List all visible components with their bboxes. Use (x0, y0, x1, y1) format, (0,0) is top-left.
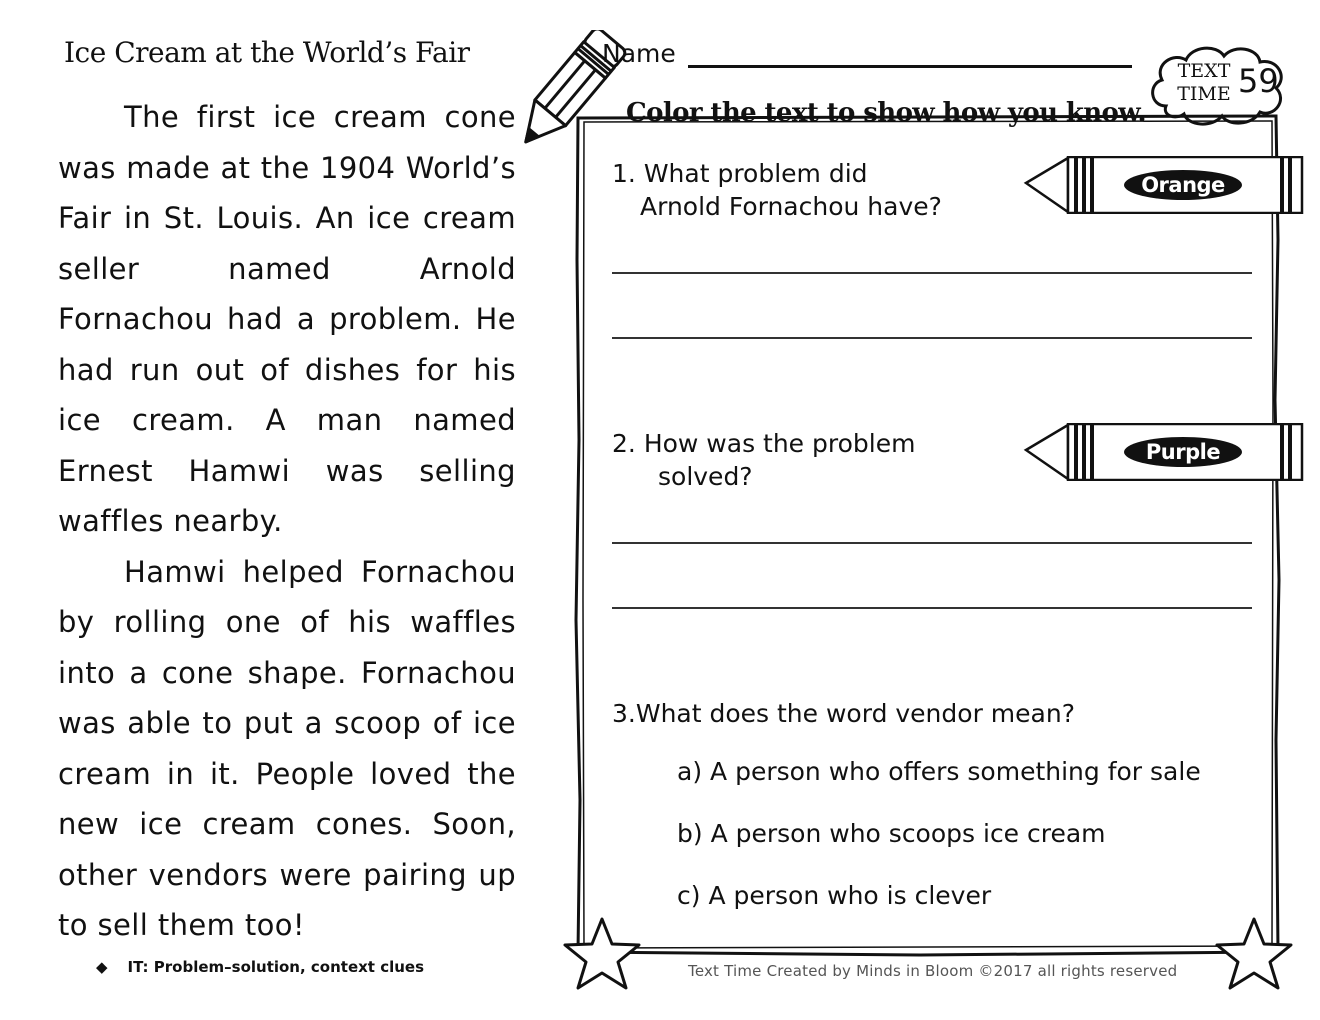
story-text (58, 92, 516, 951)
question-text: How was the problem (643, 429, 916, 458)
question-1 (612, 157, 942, 223)
answer-choices (677, 757, 1201, 943)
question-2 (612, 427, 915, 493)
story-paragraph-1: The first ice cream cone was made at the 1904 World’s Fair in St. Louis. An ice cream seller named Arnold Fornachou had a problem. He had run out of dishes for his ice cream. A man named Ernest Hamwi was selling waffles nearby. (58, 100, 516, 538)
badge-number: 59 (1238, 62, 1279, 100)
diamond-bullet-icon: ◆ (96, 958, 108, 976)
question-text-line2: solved? (658, 462, 753, 491)
story-title: Ice Cream at the World’s Fair (64, 36, 470, 69)
choice-c[interactable]: c) A person who is clever (677, 881, 992, 910)
crayon-label-orange: Orange (1124, 170, 1242, 200)
badge-label: TEXT TIME (1177, 60, 1231, 105)
story-paragraph-2: Hamwi helped Fornachou by rolling one of his waffles into a cone shape. Fornachou was able to put a scoop of ice cream in it. People loved the new ice cream cones. Soon, other vendors were pairing up to sell them too! (58, 554, 516, 942)
answer-line[interactable] (612, 337, 1252, 339)
skill-note (96, 958, 424, 976)
question-number: 2. (612, 429, 636, 458)
name-field[interactable] (688, 38, 1132, 68)
answer-line[interactable] (612, 272, 1252, 274)
instructions: Color the text to show how you know. (626, 98, 1146, 128)
copyright-footer: Text Time Created by Minds in Bloom ©2017 all rights reserved (688, 962, 1178, 980)
star-icon (562, 916, 642, 992)
question-number: 1. (612, 159, 636, 188)
question-3 (612, 697, 1075, 730)
question-text: What problem did (643, 159, 868, 188)
choice-b[interactable]: b) A person who scoops ice cream (677, 819, 1106, 848)
question-text-line2: Arnold Fornachou have? (640, 192, 942, 221)
name-row (602, 38, 1132, 68)
question-text: What does the word vendor mean? (635, 699, 1075, 728)
answer-line[interactable] (612, 542, 1252, 544)
skill-text: IT: Problem–solution, context clues (127, 958, 425, 976)
question-number: 3. (612, 699, 636, 728)
crayon-label-purple: Purple (1124, 437, 1242, 467)
answer-line[interactable] (612, 607, 1252, 609)
choice-a[interactable]: a) A person who offers something for sale (677, 757, 1201, 786)
star-icon (1214, 916, 1294, 992)
name-label: Name (602, 39, 676, 68)
